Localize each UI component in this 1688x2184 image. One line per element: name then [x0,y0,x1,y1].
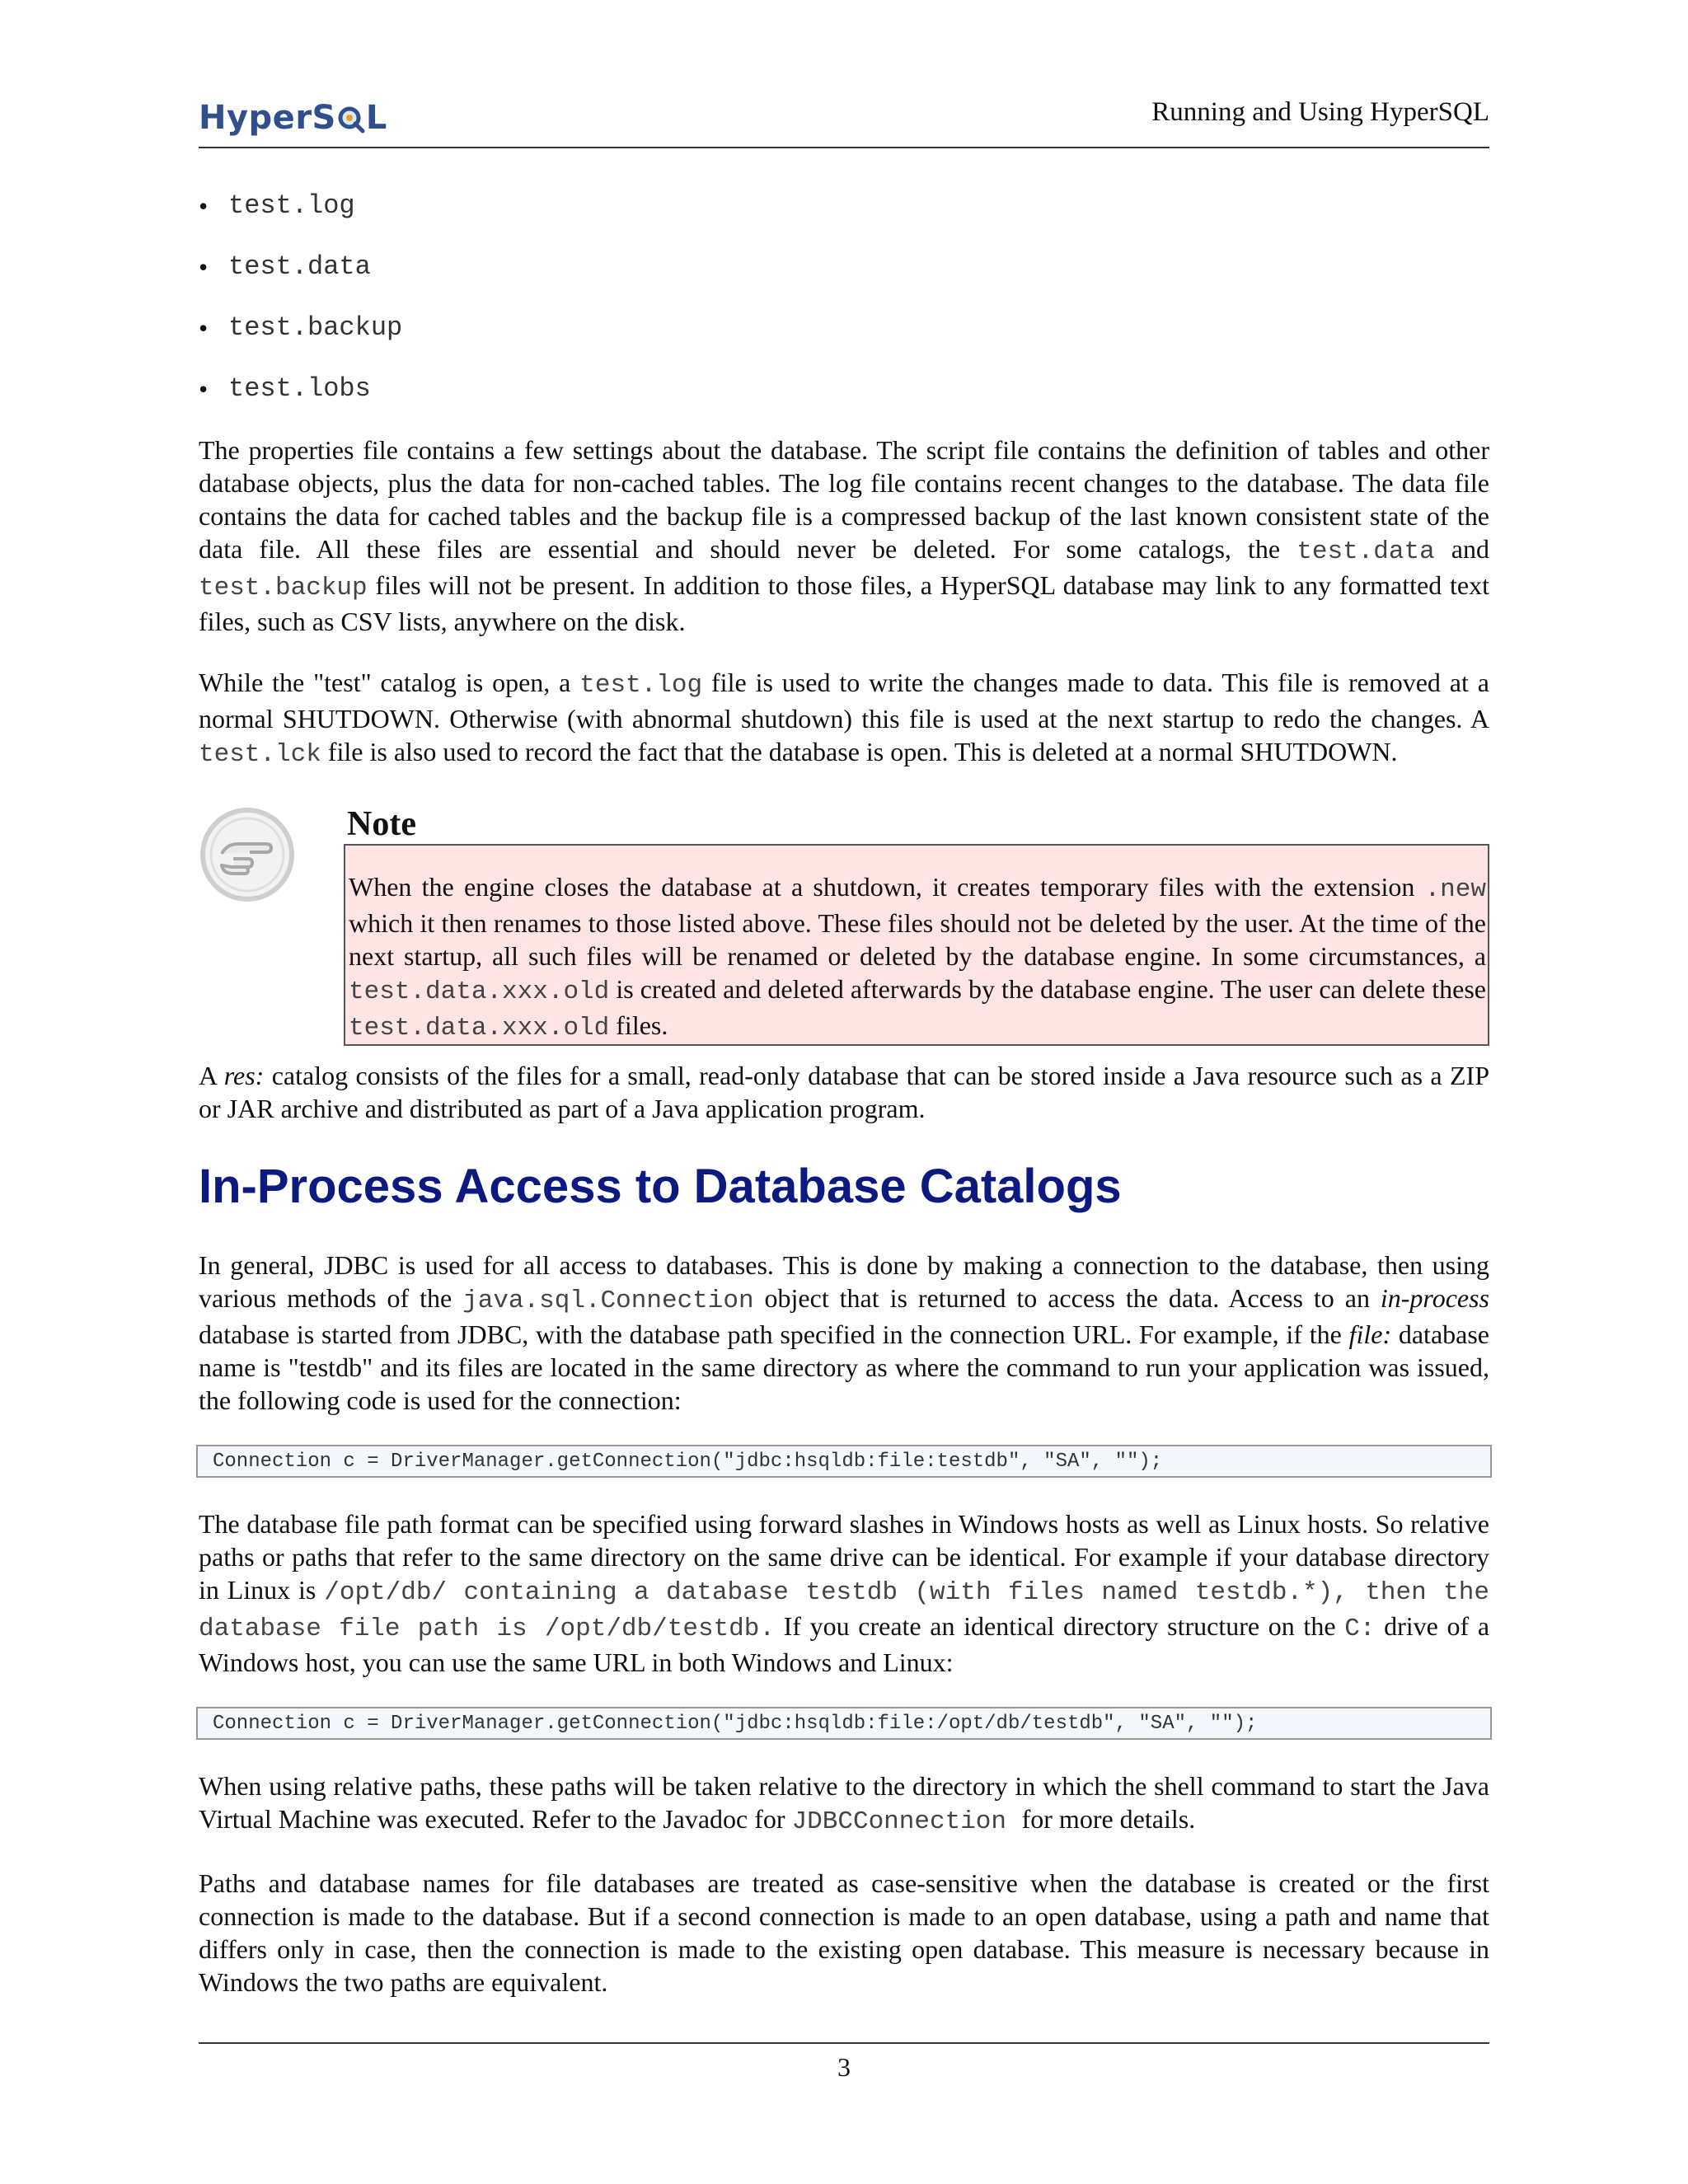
jdbcconnection-link[interactable]: JDBCConnection [791,1807,1022,1836]
page-number: 3 [837,2052,851,2082]
note-admonition [199,804,1489,1043]
file-list [199,190,1489,434]
paragraph-path-format: The database file path format can be specified using forward slashes in Windows hosts as well as Linux hosts. So relative paths or paths that refer to the same directory on the same drive can be identical. For example if your database directory in Linux is /opt/db/ containing a database testdb (with files named testdb.*), then the database file path is /opt/db/testdb. If you create an identical directory structure on the C: drive of a Windows host, you can use the same URL in both Windows and Linux: [199,1509,1490,1677]
logo-text-b: L [365,99,387,137]
logo-text-a: HyperS [199,99,336,137]
list-item: • test.data [199,251,371,282]
footer-divider [199,2042,1489,2044]
paragraph-jdbc-access: In general, JDBC is used for all access to databases. This is done by making a connection to the database, then using various methods of the java.sql.Connection object that is returned to access the data. Access to an in-process database is started from JDBC, with the database path specified in the connection URL. For example, if the file: database name is "testdb" and its files are located in the same directory as where the command to run your application was issued, the following code is used for the connection: [199,1250,1490,1415]
section-heading: In-Process Access to Database Catalogs [199,1160,1122,1213]
bullet-icon: • [199,313,209,343]
page-header [199,91,1489,148]
list-item: • test.backup [199,312,403,343]
page-content [199,190,1489,2027]
paragraph-files-description: The properties file contains a few settings about the database. The script file contains the definition of tables and other database objects, plus the data for non-cached tables. The log file contains recent changes to the database. The data file contains the data for cached tables and the backup file is a compressed backup of the last known consistent state of the data file. All these files are essential and should never be deleted. For some catalogs, the test.data and test.backup files will not be present. In addition to those files, a HyperSQL database may link to any formatted text files, such as CSV lists, anywhere on the disk. [199,435,1490,636]
magnifier-q-icon [337,104,365,132]
list-item: • test.log [199,190,355,221]
pointing-hand-icon [199,806,296,903]
note-body: When the engine closes the database at a shutdown, it creates temporary files with the extension .new which it then renames to those listed above. These files should not be deleted by the user. At the time of the next startup, all such files will be renamed or deleted by the database engine. In some circumstances, a test.data.xxx.old is created and deleted afterwards by the database engine. The user can delete these test.data.xxx.old files. [344,844,1489,1046]
paragraph-res-catalog: A res: catalog consists of the files for a small, read-only database that can be stored inside a Java resource such as a ZIP or JAR archive and distributed as part of a Java application program. [199,1061,1490,1123]
code-block-absolute: Connection c = DriverManager.getConnection("jdbc:hsqldb:file:/opt/db/testdb", "SA", ""); [196,1707,1492,1740]
note-title: Note [347,805,416,843]
paragraph-case-sensitivity: Paths and database names for file databases are treated as case-sensitive when the database is created or the first connection is made to the database. But if a second connection is made to an open database, using a path and name that differs only in case, then the connection is made to the existing open database. This measure is necessary because in Windows the two paths are equivalent. [199,1868,1489,1997]
bullet-icon: • [199,252,209,282]
paragraph-relative-paths: When using relative paths, these paths will be taken relative to the directory in which the shell command to start the Java Virtual Machine was executed. Refer to the Javadoc for JDBCConnection for more details. [199,1771,1489,1836]
bullet-icon: • [199,374,209,404]
bullet-icon: • [199,191,209,221]
code-block-relative: Connection c = DriverManager.getConnection("jdbc:hsqldb:file:testdb", "SA", ""); [196,1445,1492,1478]
hypersql-logo [199,99,387,137]
list-item: • test.lobs [199,373,371,404]
running-title: Running and Using HyperSQL [1151,97,1489,127]
paragraph-log-lck: While the "test" catalog is open, a test.log file is used to write the changes made to data. This file is removed at a normal SHUTDOWN. Otherwise (with abnormal shutdown) this file is used at the next startup to redo the changes. A test.lck file is also used to record the fact that the database is open. This is deleted at a normal SHUTDOWN. [199,668,1490,769]
